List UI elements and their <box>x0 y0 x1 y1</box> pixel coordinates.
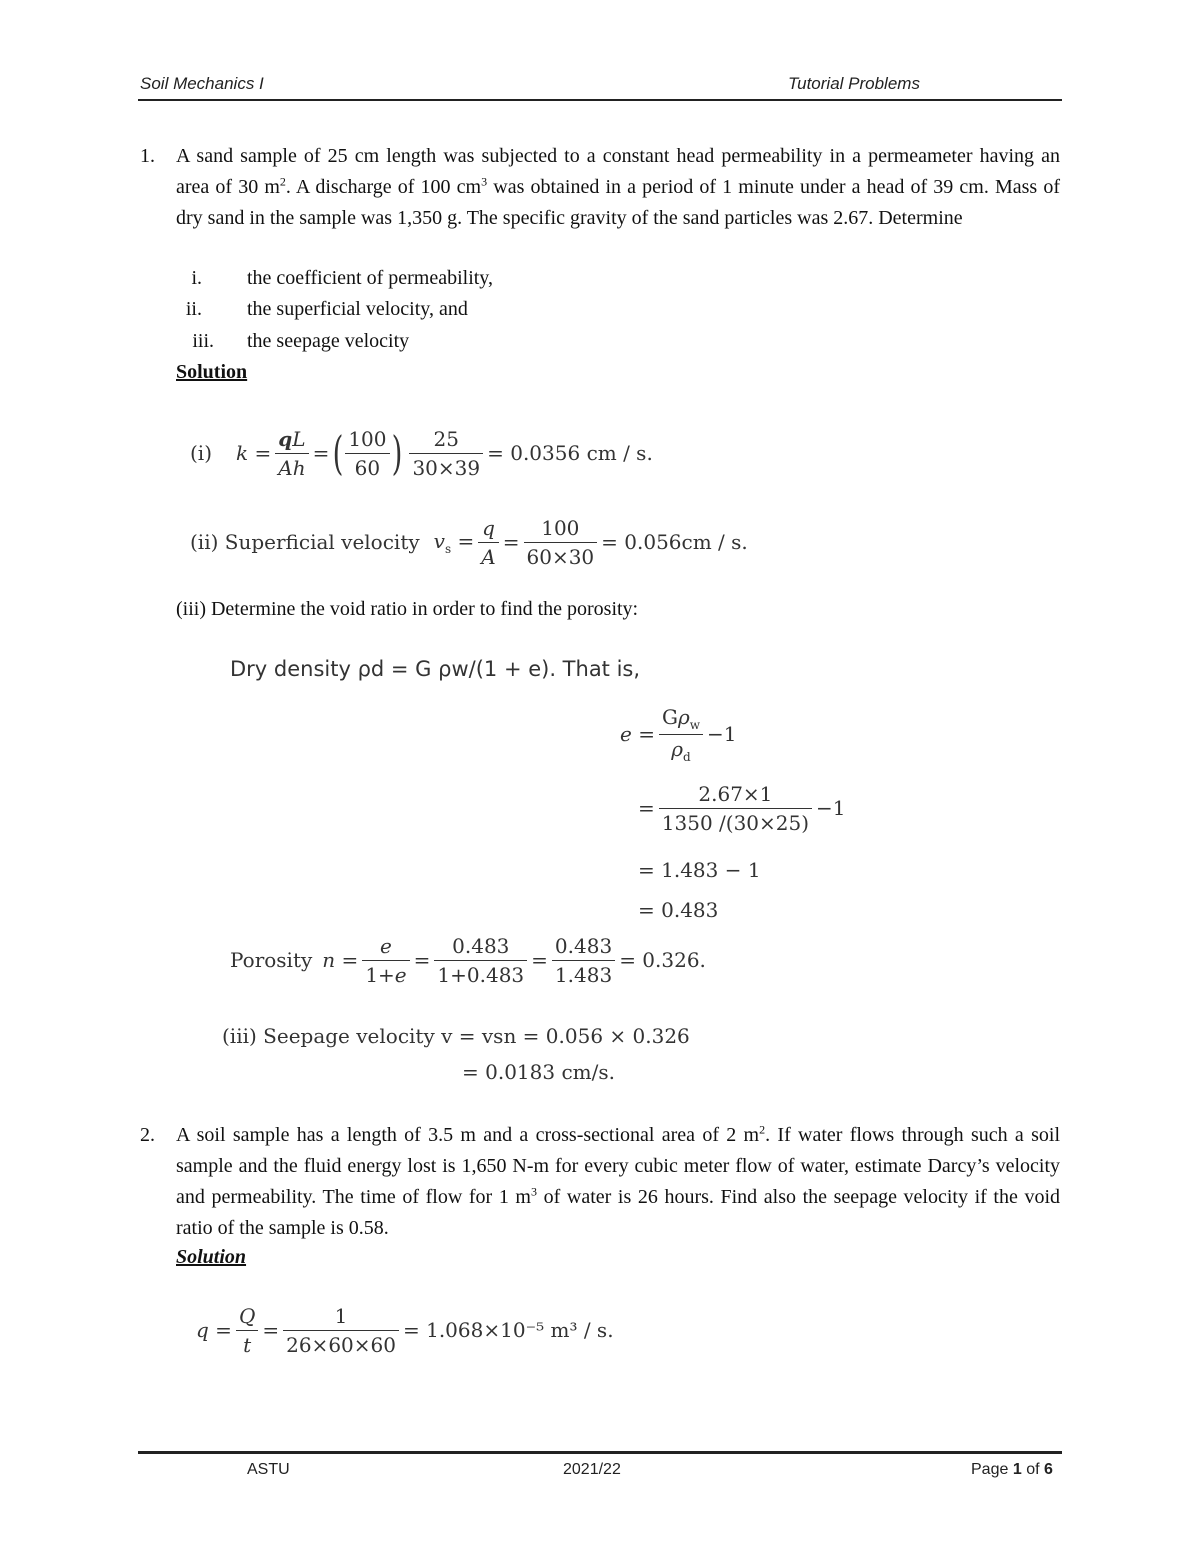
porosity-label: Porosity <box>230 948 313 972</box>
footer-page-word: Page <box>971 1461 1009 1478</box>
header-left: Soil Mechanics I <box>140 74 264 93</box>
item-ii-num: ii. <box>185 298 202 320</box>
item-iii-num: iii. <box>192 330 214 352</box>
equation-k-label: (i) <box>190 441 213 465</box>
item-ii-text: the superficial velocity, and <box>247 298 468 320</box>
flow-rate-result: = 1.068×10⁻⁵ m³ / s. <box>402 1318 614 1342</box>
problem-2-text: A soil sample has a length of 3.5 m and a cross-sectional area of 2 $m^2$. If water flows through such a soil sample and the fluid energy lost is 1,650 N-m for every cubic meter flow of water, estimate Darcy’s velocity and permeability. The time of flow for 1 $m^3$ of water is 26 hours. Find also the seepage velocity if the void ratio of the sample is 0.58. <box>176 1122 1061 1239</box>
footer-center: 2021/22 <box>563 1461 621 1478</box>
equation-vs: (ii) Superficial velocity $v_s$ = $\frac{q}{A}$ = $\frac{100}{60\times 30}$ = 0.056cm / s. <box>190 515 748 569</box>
problem-1-number: 1. <box>140 145 155 167</box>
seepage-velocity-line-2: = 0.0183 cm/s. <box>462 1060 615 1084</box>
void-ratio-step: = 1.483 − 1 <box>638 858 761 882</box>
footer-rule <box>138 1451 1062 1454</box>
flow-rate-equation: q = $\frac{Q}{t}$ = $\frac{1}{26\times 60\times 60}$ = 1.068×10⁻⁵ m³ / s. <box>196 1303 614 1357</box>
item-iii-text: the seepage velocity <box>247 330 410 352</box>
porosity-result: = 0.326. <box>619 948 706 972</box>
item-i-text: the coefficient of permeability, <box>247 267 494 289</box>
header-rule <box>138 99 1062 101</box>
header-right: Tutorial Problems <box>788 74 920 93</box>
footer-of-word: of <box>1026 1461 1040 1478</box>
footer-page-total: 6 <box>1043 1461 1053 1478</box>
footer-page-number <box>971 1461 1053 1479</box>
equation-k-result: = 0.0356 cm / s. <box>487 441 653 465</box>
seepage-velocity-line-1: (iii) Seepage velocity v = vsn = 0.056 × 0.326 <box>222 1024 690 1048</box>
equation-k: (i) k = $\frac{qL}{Ah}$ = ( 100 60 ) $\frac{25}{30\times 39}$ = 0.0356 cm / s. <box>190 426 653 480</box>
item-i-num: i. <box>191 267 202 289</box>
footer-page-current: 1 <box>1012 1461 1022 1478</box>
problem-1-text: A sand sample of 25 cm length was subjected to a constant head permeability in a permeameter having an area of 30 $m^2$. A discharge of 100 $cm^3$ was obtained in a period of 1 minute under a head of 39 cm. Mass of dry sand in the sample was 1,350 g. The specific gravity of the sand particles was 2.67. Determine <box>176 145 1060 229</box>
void-ratio-note: (iii) Determine the void ratio in order to find the porosity: <box>176 598 639 620</box>
solution-2-heading: Solution <box>176 1246 247 1268</box>
porosity-equation: Porosity n = $\frac{e}{1+e}$ = $\frac{0.483}{1+0.483}$ = $\frac{0.483}{1.483}$ = 0.326. <box>230 933 706 987</box>
solution-1-heading: Solution <box>176 361 248 383</box>
equation-vs-label: (ii) Superficial velocity <box>190 530 420 554</box>
footer-left: ASTU <box>247 1461 290 1478</box>
void-ratio-substitution: = $\frac{2.67\times 1}{1350 /(30\times 25)}$ −1 <box>638 781 846 835</box>
problem-2-number: 2. <box>140 1124 155 1146</box>
equation-vs-result: = 0.056cm / s. <box>601 530 748 554</box>
dry-density-equation: Dry density ρd = G ρw/(1 + e). That is, <box>230 657 641 681</box>
void-ratio-definition: e = $G\rho_w$ $\rho_d$ −1 <box>620 704 737 764</box>
void-ratio-result: = 0.483 <box>638 898 719 922</box>
